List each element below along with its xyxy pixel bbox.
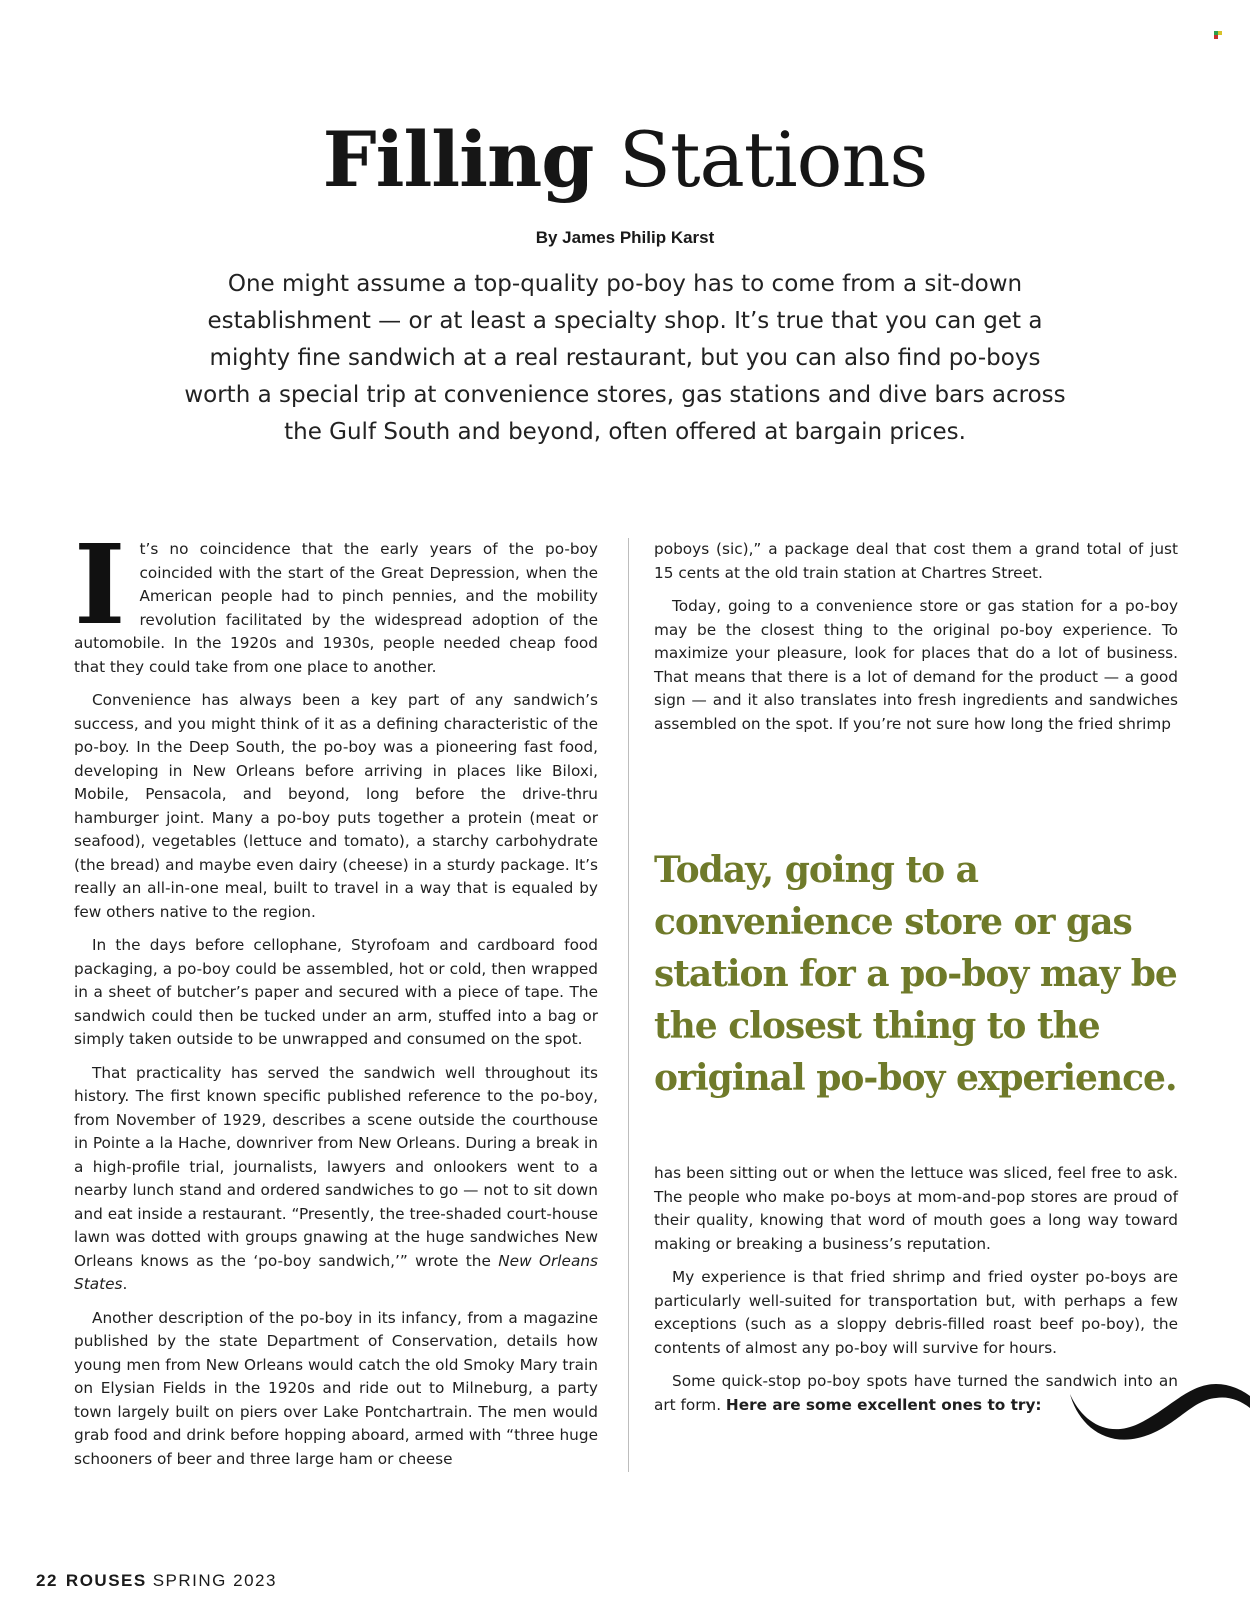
left-column (74, 520, 598, 1481)
byline: By James Philip Karst (535, 228, 715, 247)
left-paragraph-5: Another description of the po-boy in its infancy, from a magazine published by the state Department of Conservation, details how young men from New Orleans would catch the old Smoky Mary train on Elysian Fields in the 1920s and ride out to Milneburg, a party town largely built on piers over Lake Pontchartrain. The men would grab food and drink before hopping aboard, armed with “three huge schooners of beer and three large ham or cheese (74, 1308, 598, 1468)
left-paragraph-1 (74, 520, 598, 679)
magazine-brand: ROUSES (65, 1571, 147, 1590)
left-paragraph-1-text: t’s no coincidence that the early years of the po-boy coincided with the start of the Great Depression, when the American people had to pinch pennies, and the mobility revolution facilitated by the widespread adoption of the automobile. In the 1920s and 1930s, people needed cheap food that they could take from one place to another. (74, 540, 598, 676)
call-to-action: Here are some excellent ones to try: (725, 1395, 1042, 1414)
publication-name: New Orleans States (74, 1251, 598, 1293)
left-paragraph-3: In the days before cellophane, Styrofoam and cardboard food packaging, a po-boy could be assembled, hot or cold, then wrapped in a sheet of butcher’s paper and secured with a piece of tape. The sandwich could then be tucked under an arm, stuffed into a bag or simply taken outside to be unwrapped and consumed on the spot. (74, 936, 598, 1048)
article-title (0, 112, 1250, 208)
right-column-top (654, 538, 1178, 746)
corner-color-mark (1214, 31, 1223, 40)
title-part1: Filling (322, 115, 594, 204)
right-paragraph-2: Today, going to a convenience store or gas station for a po-boy may be the closest thing to the original po-boy experience. To maximize your pleasure, look for places that do a lot of business. That means that there is a lot of demand for the product — a good sign — and it also translates into fresh ingredients and sandwiches assembled on the spot. If you’re not sure how long the fried shrimp (654, 597, 1178, 733)
left-paragraph-4-end: . (122, 1275, 128, 1293)
article-deck: One might assume a top-quality po-boy has to come from a sit-down establishment — or at least a specialty shop. It’s true that you can get a mighty fine sandwich at a real restaurant, but you can also find po-boys worth a special trip at convenience stores, gas stations and dive bars across the Gulf South and beyond, often offered at bargain prices. (184, 271, 1066, 445)
left-paragraph-2: Convenience has always been a key part of any sandwich’s success, and you might think of it as a defining characteristic of the po-boy. In the Deep South, the po-boy was a pioneering fast food, developing in New Orleans before arriving in places like Biloxi, Mobile, Pensacola, and beyond, long before the drive-thru hamburger joint. Many a po-boy puts together a protein (meat or seafood), vegetables (lettuce and tomato), a starchy carbohydrate (the bread) and maybe even dairy (cheese) in a sturdy package. It’s really an all-in-one meal, built to travel in a way that is equaled by few others native to the region. (74, 691, 598, 921)
left-paragraph-4 (74, 1062, 598, 1297)
swoosh-decoration (1064, 1378, 1250, 1456)
issue-season: SPRING 2023 (152, 1571, 277, 1590)
drop-cap: I (74, 520, 126, 649)
right-paragraph-1: poboys (sic),” a package deal that cost them a grand total of just 15 cents at the old train station at Chartres Street. (654, 540, 1178, 582)
right-paragraph-5-text: Some quick-stop po-boy spots have turned the sandwich into an art form. (654, 1372, 1178, 1414)
title-part2: Stations (618, 115, 928, 204)
right-paragraph-3: has been sitting out or when the lettuce was sliced, feel free to ask. The people who make po-boys at mom-and-pop stores are proud of their quality, knowing that word of mouth goes a long way toward making or breaking a business’s reputation. (654, 1164, 1178, 1253)
column-divider (628, 538, 629, 1472)
page-footer (36, 1571, 277, 1591)
page-number: 22 (36, 1571, 58, 1590)
right-paragraph-4: My experience is that fried shrimp and fried oyster po-boys are particularly well-suited for transportation but, with perhaps a few exceptions (such as a sloppy debris-filled roast beef po-boy), the contents of almost any po-boy will survive for hours. (654, 1268, 1178, 1357)
left-paragraph-4-text: That practicality has served the sandwich well throughout its history. The first known specific published reference to the po-boy, from November of 1929, describes a scene outside the courthouse in Pointe a la Hache, downriver from New Orleans. During a break in a high-profile trial, journalists, lawyers and onlookers went to a nearby lunch stand and ordered sandwiches to go — not to sit down and eat inside a restaurant. “Presently, the tree-shaded court-house lawn was dotted with groups gnawing at the huge sandwiches New Orleans knows as the ‘po-boy sandwich,’” wrote the (74, 1063, 598, 1270)
pull-quote: Today, going to a convenience store or gas station for a po-boy may be the closest thing to the original po-boy experience. (654, 849, 1177, 1099)
